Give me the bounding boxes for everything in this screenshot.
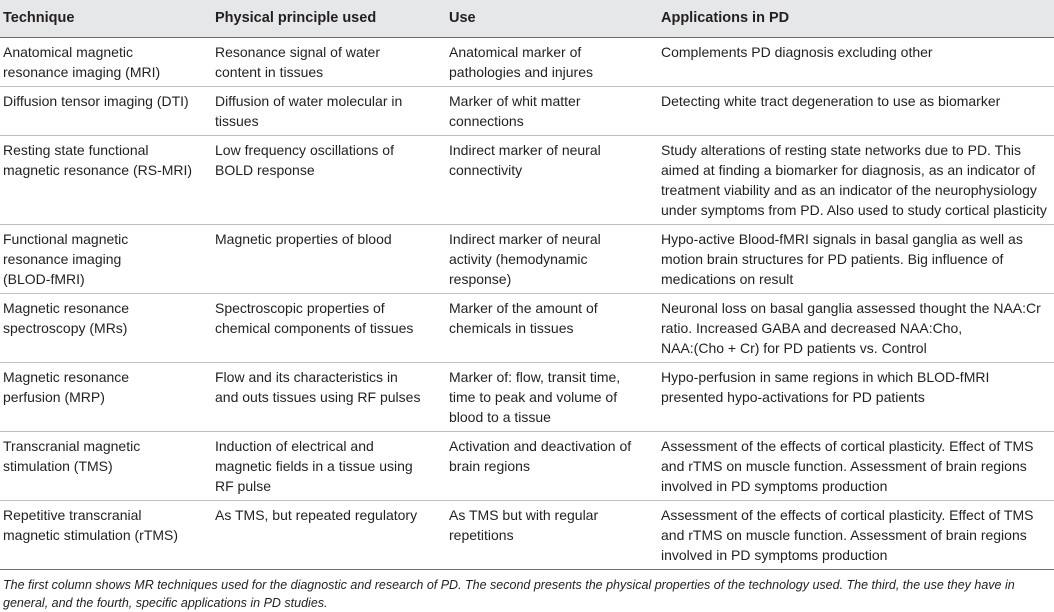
cell-use: Marker of the amount of chemicals in tissues: [446, 293, 658, 362]
cell-principle: As TMS, but repeated regulatory: [212, 500, 446, 569]
header-physical-principle: Physical principle used: [212, 0, 446, 37]
cell-technique: Diffusion tensor imaging (DTI): [0, 86, 212, 135]
cell-principle: Magnetic properties of blood: [212, 224, 446, 293]
cell-principle: Diffusion of water molecular in tissues: [212, 86, 446, 135]
table-caption: The first column shows MR techniques used for the diagnostic and research of PD. The second presents the physical properties of the technology used. The third, the use they have in general, and the fourth, specific applications in PD studies.: [3, 577, 1015, 610]
cell-use: Indirect marker of neural connectivity: [446, 135, 658, 224]
header-technique: Technique: [0, 0, 212, 37]
table-row: [0, 86, 1054, 135]
cell-principle: Low frequency oscillations of BOLD response: [212, 135, 446, 224]
table-row: [0, 431, 1054, 500]
cell-use: Anatomical marker of pathologies and injures: [446, 37, 658, 86]
cell-principle: Spectroscopic properties of chemical components of tissues: [212, 293, 446, 362]
cell-application: Neuronal loss on basal ganglia assessed thought the NAA:Cr ratio. Increased GABA and decreased NAA:Cho, NAA:(Cho + Cr) for PD patients vs. Control: [658, 293, 1054, 362]
table-row: [0, 293, 1054, 362]
cell-application: Study alterations of resting state networks due to PD. This aimed at finding a biomarker for diagnosis, as an indicator of treatment viability and as an indicator of the neurophysiology under symptoms from PD. Also used to study cortical plasticity: [658, 135, 1054, 224]
table-row: [0, 362, 1054, 431]
cell-principle: Flow and its characteristics in and outs tissues using RF pulses: [212, 362, 446, 431]
cell-principle: Induction of electrical and magnetic fields in a tissue using RF pulse: [212, 431, 446, 500]
cell-use: Marker of whit matter connections: [446, 86, 658, 135]
cell-application: Detecting white tract degeneration to use as biomarker: [658, 86, 1054, 135]
cell-use: Indirect marker of neural activity (hemodynamic response): [446, 224, 658, 293]
cell-application: Assessment of the effects of cortical plasticity. Effect of TMS and rTMS on muscle function. Assessment of brain regions involved in PD symptoms production: [658, 500, 1054, 569]
cell-technique: Transcranial magnetic stimulation (TMS): [0, 431, 212, 500]
cell-application: Assessment of the effects of cortical plasticity. Effect of TMS and rTMS on muscle function. Assessment of brain regions involved in PD symptoms production: [658, 431, 1054, 500]
cell-technique: Magnetic resonance spectroscopy (MRs): [0, 293, 212, 362]
cell-principle: Resonance signal of water content in tissues: [212, 37, 446, 86]
cell-technique: Repetitive transcranial magnetic stimulation (rTMS): [0, 500, 212, 569]
cell-use: Marker of: flow, transit time, time to peak and volume of blood to a tissue: [446, 362, 658, 431]
cell-application: Hypo-perfusion in same regions in which BLOD-fMRI presented hypo-activations for PD patients: [658, 362, 1054, 431]
cell-use: As TMS but with regular repetitions: [446, 500, 658, 569]
cell-technique: Functional magnetic resonance imaging (BLOD-fMRI): [0, 224, 212, 293]
table-row: [0, 135, 1054, 224]
header-use: Use: [446, 0, 658, 37]
table-row: [0, 224, 1054, 293]
cell-application: Hypo-active Blood-fMRI signals in basal ganglia as well as motion brain structures for PD patients. Big influence of medications on result: [658, 224, 1054, 293]
cell-application: Complements PD diagnosis excluding other: [658, 37, 1054, 86]
header-applications: Applications in PD: [658, 0, 1054, 37]
cell-technique: Anatomical magnetic resonance imaging (MRI): [0, 37, 212, 86]
cell-use: Activation and deactivation of brain regions: [446, 431, 658, 500]
cell-technique: Resting state functional magnetic resonance (RS-MRI): [0, 135, 212, 224]
table-row: [0, 500, 1054, 569]
table-header-row: [0, 0, 1054, 37]
cell-technique: Magnetic resonance perfusion (MRP): [0, 362, 212, 431]
table-row: [0, 37, 1054, 86]
